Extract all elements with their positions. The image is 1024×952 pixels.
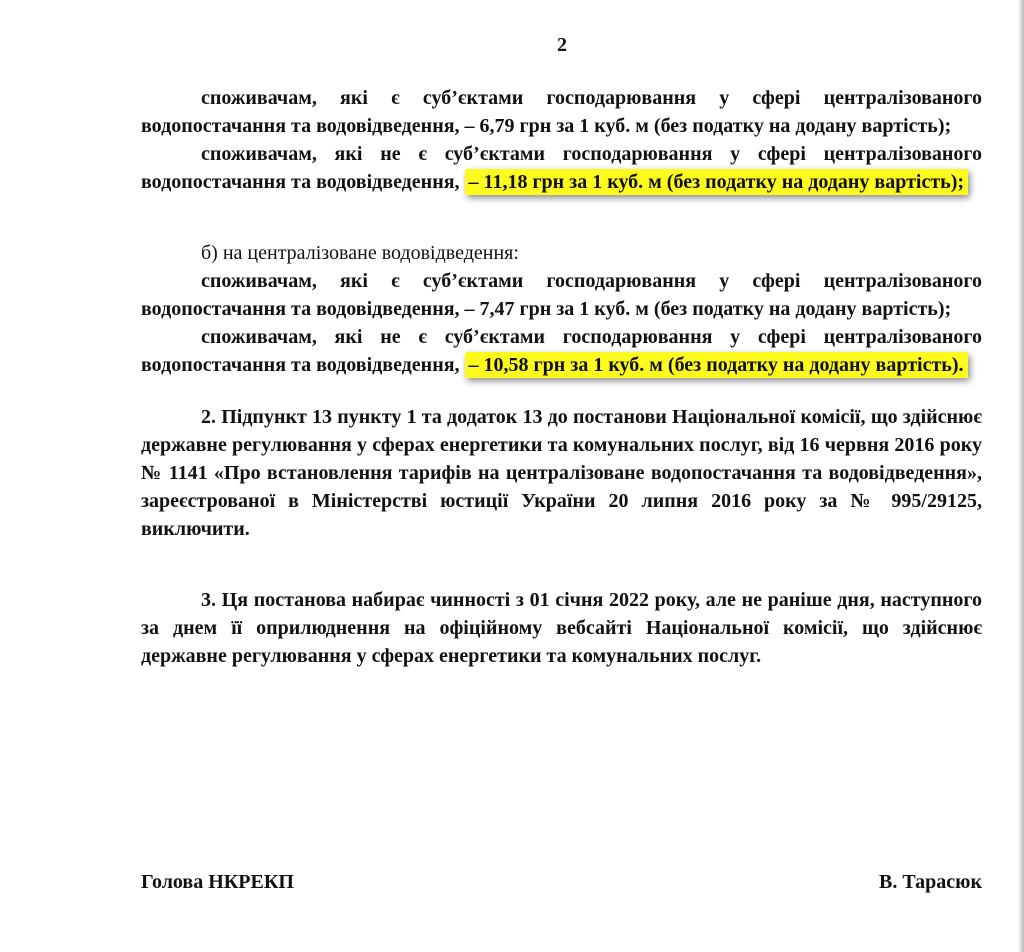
paragraph-item-2: 2. Підпункт 13 пункту 1 та додаток 13 до постанови Національної комісії, що здійснює державне регулювання у сферах енергетики та комунальних послуг, від 16 червня 2016 року № 1141 «Про встановлення тарифів на централізоване водопостачання та водовідведення», зареєстрованої в Міністерстві юстиції України 20 липня 2016 року за № 995/29125, виключити.	[141, 406, 982, 540]
document-body	[141, 84, 982, 670]
page-number: 2	[557, 34, 567, 56]
paragraph-consumers-nonbusiness-supply	[141, 140, 982, 196]
highlighted-tariff-supply: – 11,18 грн за 1 куб. м (без податку на додану вартість);	[465, 169, 969, 195]
paragraph-section-b-heading: б) на централізоване водовідведення:	[201, 242, 519, 264]
signature-block	[141, 871, 982, 894]
highlighted-tariff-drainage: – 10,58 грн за 1 куб. м (без податку на додану вартість).	[465, 352, 968, 378]
page-edge-shadow	[1018, 0, 1024, 952]
paragraph-consumers-business-drainage: споживачам, які є суб’єктами господарювання у сфері централізованого водопостачання та водовідведення, – 7,47 грн за 1 куб. м (без податку на додану вартість);	[141, 270, 982, 320]
paragraph-consumers-nonbusiness-drainage	[141, 323, 982, 379]
signatory-name: В. Тарасюк	[879, 871, 982, 893]
paragraph-text: споживачам, які не є суб’єктами господарювання у сфері централізованого водопостачання та водовідведення,	[141, 143, 982, 193]
paragraph-item-3: 3. Ця постанова набирає чинності з 01 січня 2022 року, але не раніше дня, наступного за днем її оприлюднення на офіційному вебсайті Національної комісії, що здійснює державне регулювання у сферах енергетики та комунальних послуг.	[141, 589, 982, 667]
paragraph-text: споживачам, які не є суб’єктами господарювання у сфері централізованого водопостачання та водовідведення,	[141, 326, 982, 376]
signatory-position: Голова НКРЕКП	[141, 871, 294, 893]
paragraph-consumers-business-supply: споживачам, які є суб’єктами господарювання у сфері централізованого водопостачання та водовідведення, – 6,79 грн за 1 куб. м (без податку на додану вартість);	[141, 87, 982, 137]
